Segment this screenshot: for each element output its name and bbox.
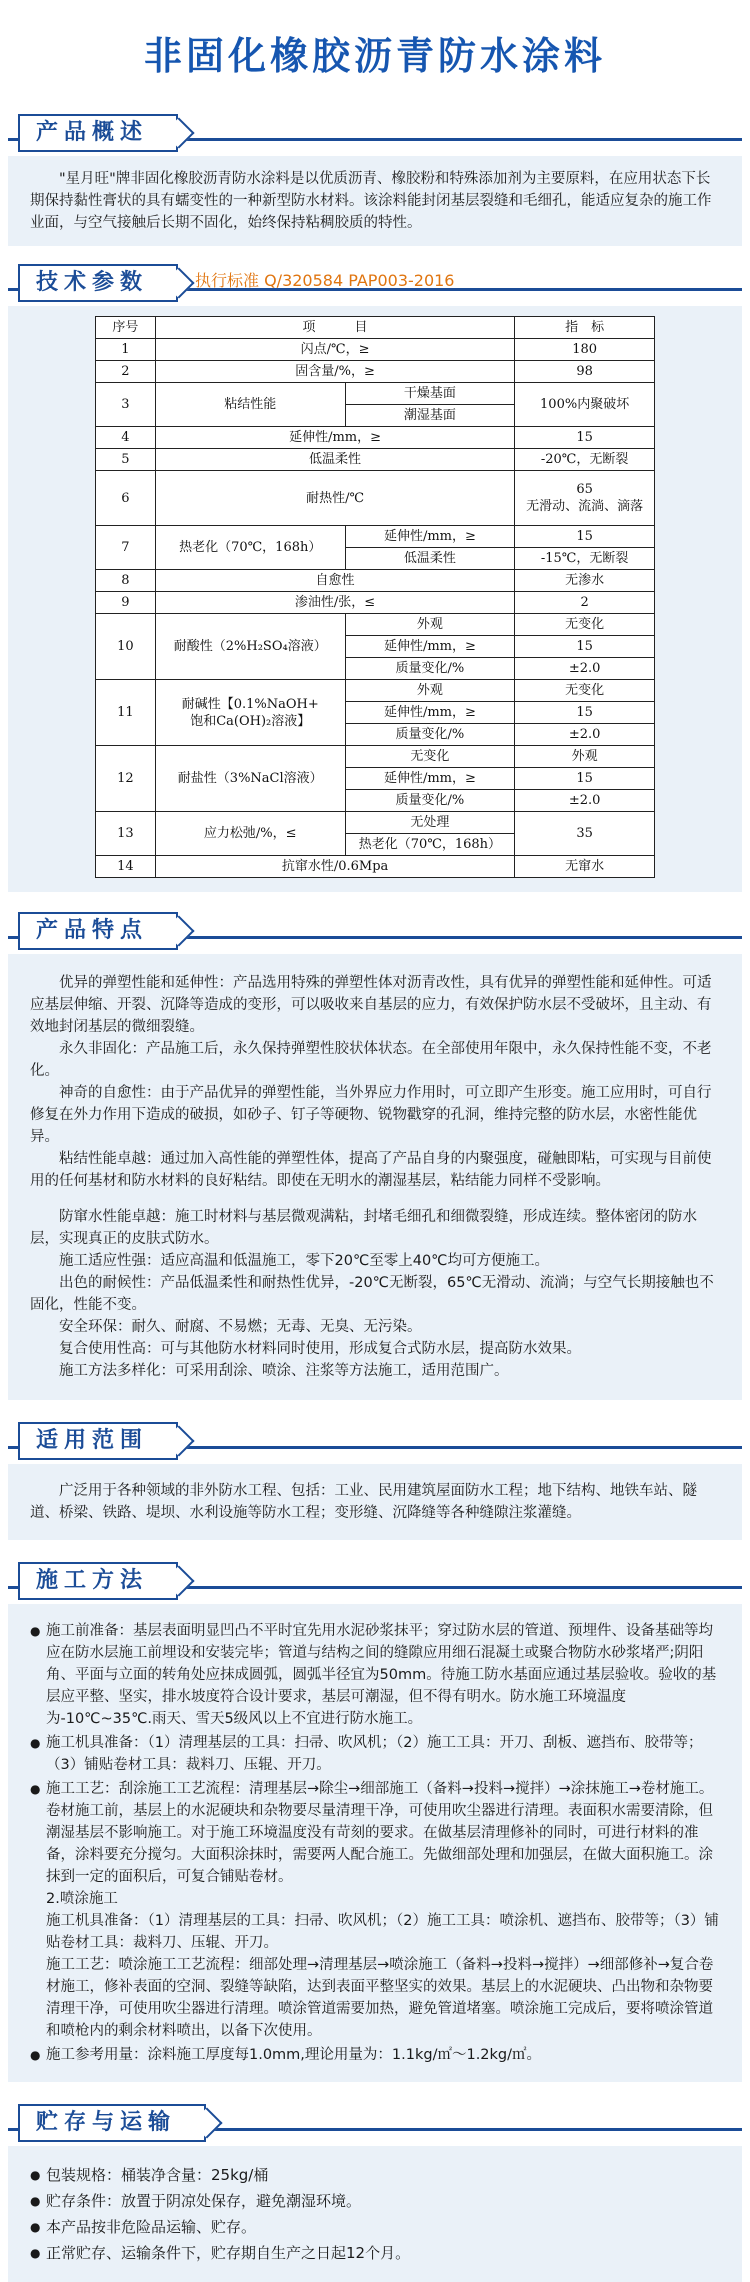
- table-row: [96, 856, 655, 878]
- row-no: 8: [96, 570, 156, 592]
- feature-paragraph: 出色的耐候性：产品低温柔性和耐热性优异，-20℃无断裂，65℃无滑动、流淌；与空气长期接触也不固化，性能不变。: [30, 1275, 714, 1313]
- header-no: 序号: [96, 317, 156, 339]
- row-sub: 热老化（70℃，168h）: [345, 834, 515, 856]
- spec-panel: [8, 306, 742, 892]
- scope-section: [0, 1420, 750, 1540]
- row-item: 闪点/℃，≥: [155, 339, 514, 361]
- row-value: ±2.0: [515, 724, 655, 746]
- overview-heading: 产品概述: [18, 114, 178, 152]
- row-sub: 延伸性/mm，≥: [345, 702, 515, 724]
- row-value: 外观: [515, 746, 655, 768]
- row-item: 热老化（70℃，168h）: [155, 526, 345, 570]
- feature-paragraph: 施工方法多样化：可采用刮涂、喷涂、注浆等方法施工，适用范围广。: [59, 1363, 509, 1379]
- row-value: 15: [515, 526, 655, 548]
- tech-standard: 执行标准 Q/320584 PAP003-2016: [195, 271, 455, 290]
- method-section: [0, 1560, 750, 2082]
- row-sub: 潮湿基面: [345, 405, 515, 427]
- row-sub: 质量变化/%: [345, 658, 515, 680]
- table-row: [96, 812, 655, 834]
- row-value: 15: [515, 636, 655, 658]
- storage-item: ● 正常贮存、运输条件下，贮存期自生产之日起12个月。: [30, 2240, 720, 2266]
- row-no: 5: [96, 449, 156, 471]
- feature-paragraph: 永久非固化：产品施工后，永久保持弹塑性胶状体状态。在全部使用年限中，永久保持性能不变，不老化。: [30, 1041, 712, 1079]
- overview-panel: [8, 156, 742, 246]
- method-heading: 施工方法: [18, 1562, 178, 1600]
- row-no: 1: [96, 339, 156, 361]
- row-value: ±2.0: [515, 658, 655, 680]
- storage-panel: [8, 2146, 742, 2282]
- row-item: 自愈性: [155, 570, 514, 592]
- feature-paragraph: 复合使用性高：可与其他防水材料同时使用，形成复合式防水层，提高防水效果。: [59, 1341, 581, 1357]
- row-sub: 无变化: [345, 746, 515, 768]
- row-value: ±2.0: [515, 790, 655, 812]
- row-sub: 延伸性/mm，≥: [345, 526, 515, 548]
- row-no: 13: [96, 812, 156, 856]
- row-item: 应力松弛/%，≤: [155, 812, 345, 856]
- features-heading: 产品特点: [18, 912, 178, 950]
- method-header: [0, 1560, 750, 1600]
- feature-paragraph: 优异的弹塑性能和延伸性：产品选用特殊的弹塑性体对沥青改性，具有优异的弹塑性能和延伸性。可适应基层伸缩、开裂、沉降等造成的变形，可以吸收来自基层的应力，有效保护防水层不受破坏，且主动、有效地封闭基层的微细裂缝。: [30, 975, 712, 1035]
- row-value-line: 65: [576, 482, 593, 497]
- row-item: 耐盐性（3%NaCl溶液）: [155, 746, 345, 812]
- scope-header: [0, 1420, 750, 1460]
- row-no: 10: [96, 614, 156, 680]
- overview-section: [0, 112, 750, 246]
- table-row: [96, 592, 655, 614]
- scope-panel: [8, 1464, 742, 1540]
- feature-paragraph: 施工适应性强：适应高温和低温施工，零下20℃至零上40℃均可方便施工。: [59, 1253, 549, 1269]
- table-row: [96, 570, 655, 592]
- row-no: 3: [96, 383, 156, 427]
- spec-table: [95, 316, 655, 878]
- table-row: [96, 361, 655, 383]
- row-value: 100%内聚破坏: [515, 383, 655, 427]
- feature-paragraph: 粘结性能卓越：通过加入高性能的弹塑性体，提高了产品自身的内聚强度，碰触即粘，可实现与目前使用的任何基材和防水材料的良好粘结。即使在无明水的潮湿基层，粘结能力同样不受影响。: [30, 1151, 712, 1189]
- method-subheading: 2.喷涂施工: [46, 1891, 118, 1907]
- storage-item: ● 贮存条件：放置于阴凉处保存，避免潮湿环境。: [30, 2188, 720, 2214]
- tech-header: [0, 262, 750, 302]
- feature-paragraph: 安全环保：耐久、耐腐、不易燃；无毒、无臭、无污染。: [59, 1319, 422, 1335]
- method-item: 施工工艺：喷涂施工工艺流程：细部处理→清理基层→喷涂施工（备料→投料→搅拌）→细部修补→复合卷材施工，修补表面的空洞、裂缝等缺陷，达到表面平整坚实的效果。基层上的水泥硬块、凸出物和杂物要清理干净，可使用吹尘器进行清理。喷涂管道需要加热，避免管道堵塞。喷涂施工完成后，要将喷涂管道和喷枪内的剩余材料喷出，以备下次使用。: [46, 1957, 714, 2039]
- row-sub: 无处理: [345, 812, 515, 834]
- row-no: 12: [96, 746, 156, 812]
- row-item: [155, 680, 345, 746]
- overview-text: "星月旺"牌非固化橡胶沥青防水涂料是以优质沥青、橡胶粉和特殊添加剂为主要原料，在应用状态下长期保持黏性膏状的具有蠕变性的一种新型防水材料。该涂料能封闭基层裂缝和毛细孔，能适应复杂的施工作业面，与空气接触后长期不固化，始终保持粘稠胶质的特性。: [30, 171, 712, 231]
- method-item: ● 施工机具准备：（1）清理基层的工具：扫帚、吹风机；（2）施工工具：开刀、刮板、遮挡布、胶带等；（3）铺贴卷材工具：裁料刀、压辊、开刀。: [30, 1732, 720, 1776]
- row-no: 9: [96, 592, 156, 614]
- row-item: 粘结性能: [155, 383, 345, 427]
- row-item: 耐热性/℃: [155, 471, 514, 526]
- row-value: 98: [515, 361, 655, 383]
- feature-paragraph: 防窜水性能卓越：施工时材料与基层微观满粘，封堵毛细孔和细微裂缝，形成连续。整体密闭的防水层，实现真正的皮肤式防水。: [30, 1209, 697, 1247]
- storage-item: ● 本产品按非危险品运输、贮存。: [30, 2214, 720, 2240]
- row-sub: 外观: [345, 614, 515, 636]
- features-panel: [8, 954, 742, 1400]
- table-row: [96, 526, 655, 548]
- row-no: 6: [96, 471, 156, 526]
- row-value: 无渗水: [515, 570, 655, 592]
- row-sub: 延伸性/mm，≥: [345, 636, 515, 658]
- row-value: 15: [515, 427, 655, 449]
- storage-heading: 贮存与运输: [18, 2104, 206, 2142]
- table-row: [96, 339, 655, 361]
- row-no: 4: [96, 427, 156, 449]
- scope-heading: 适用范围: [18, 1422, 178, 1460]
- row-sub: 质量变化/%: [345, 724, 515, 746]
- row-sub: 延伸性/mm，≥: [345, 768, 515, 790]
- features-section: [0, 910, 750, 1400]
- storage-section: [0, 2102, 750, 2282]
- table-row: [96, 614, 655, 636]
- feature-paragraph: 神奇的自愈性：由于产品优异的弹塑性能，当外界应力作用时，可立即产生形变。施工应用时，可自行修复在外力作用下造成的破损，如砂子、钉子等硬物、锐物戳穿的孔洞，维持完整的防水层，水密性能优异。: [30, 1085, 712, 1145]
- storage-item: ● 包装规格：桶装净含量：25kg/桶: [30, 2162, 720, 2188]
- tech-heading: 技术参数: [18, 264, 178, 302]
- row-value: 180: [515, 339, 655, 361]
- row-value: 无变化: [515, 614, 655, 636]
- row-value: 35: [515, 812, 655, 856]
- row-no: 7: [96, 526, 156, 570]
- row-no: 11: [96, 680, 156, 746]
- row-item-line: 饱和Ca(OH)₂溶液】: [190, 713, 311, 729]
- row-item: 耐酸性（2%H₂SO₄溶液）: [155, 614, 345, 680]
- features-header: [0, 910, 750, 950]
- method-panel: [8, 1604, 742, 2082]
- table-row: [96, 383, 655, 405]
- header-value: 指 标: [515, 317, 655, 339]
- row-no: 14: [96, 856, 156, 878]
- overview-header: [0, 112, 750, 152]
- method-item: 施工机具准备：（1）清理基层的工具：扫帚、吹风机；（2）施工工具：喷涂机、遮挡布、胶带等；（3）铺贴卷材工具：裁料刀、压辊、开刀。: [46, 1913, 719, 1951]
- row-value: 15: [515, 702, 655, 724]
- row-value: 无窜水: [515, 856, 655, 878]
- storage-header: [0, 2102, 750, 2142]
- table-row: [96, 680, 655, 702]
- row-value: [515, 471, 655, 526]
- table-row: [96, 471, 655, 526]
- row-item: 抗窜水性/0.6Mpa: [155, 856, 514, 878]
- method-item: ● 施工工艺：刮涂施工工艺流程：清理基层→除尘→细部施工（备料→投料→搅拌）→涂抹施工→卷材施工。卷材施工前，基层上的水泥硬块和杂物要尽量清理干净，可使用吹尘器进行清理。表面积水需要清除，但潮湿基层不影响施工。对于施工环境温度没有苛刻的要求。在做基层清理修补的同时，可进行材料的准备，涂料要充分搅匀。大面积涂抹时，需要两人配合施工。先做细部处理和加强层，在做大面积施工。涂抹到一定的面积后，可复合铺贴卷材。: [30, 1778, 720, 1888]
- row-item: 固含量/%，≥: [155, 361, 514, 383]
- table-row: [96, 746, 655, 768]
- row-value: 2: [515, 592, 655, 614]
- row-item: 延伸性/mm，≥: [155, 427, 514, 449]
- row-sub: 干燥基面: [345, 383, 515, 405]
- scope-text: 广泛用于各种领域的非外防水工程、包括：工业、民用建筑屋面防水工程；地下结构、地铁车站、隧道、桥梁、铁路、堤坝、水利设施等防水工程；变形缝、沉降缝等各种缝隙注浆灌缝。: [30, 1483, 697, 1521]
- row-item: 渗油性/张，≤: [155, 592, 514, 614]
- tech-section: [0, 262, 750, 892]
- method-item: ● 施工参考用量：涂料施工厚度每1.0mm,理论用量为：1.1kg/㎡～1.2kg/㎡。: [30, 2044, 720, 2066]
- table-header-row: [96, 317, 655, 339]
- table-row: [96, 427, 655, 449]
- row-sub: 低温柔性: [345, 548, 515, 570]
- method-item: ● 施工前准备：基层表面明显凹凸不平时宜先用水泥砂浆抹平；穿过防水层的管道、预埋件、设备基础等均应在防水层施工前埋设和安装完毕；管道与结构之间的缝隙应用细石混凝土或聚合物防水砂浆堵严;阴阳角、平面与立面的转角处应抹成圆弧，圆弧半径宜为50mm。待施工防水基面应通过基层验收。验收的基层应平整、坚实，排水坡度符合设计要求，基层可潮湿，但不得有明水。防水施工环境温度为-10℃~35℃.雨天、雪天5级风以上不宜进行防水施工。: [30, 1620, 720, 1730]
- header-item: 项 目: [155, 317, 514, 339]
- row-value: 15: [515, 768, 655, 790]
- row-sub: 外观: [345, 680, 515, 702]
- row-no: 2: [96, 361, 156, 383]
- row-item: 低温柔性: [155, 449, 514, 471]
- row-value-line: 无滑动、流淌、滴落: [526, 499, 644, 514]
- table-row: [96, 449, 655, 471]
- row-value: 无变化: [515, 680, 655, 702]
- row-sub: 质量变化/%: [345, 790, 515, 812]
- row-value: -20℃，无断裂: [515, 449, 655, 471]
- row-item-line: 耐碱性【0.1%NaOH+: [181, 696, 319, 712]
- row-value: -15℃，无断裂: [515, 548, 655, 570]
- page-title: 非固化橡胶沥青防水涂料: [143, 34, 606, 78]
